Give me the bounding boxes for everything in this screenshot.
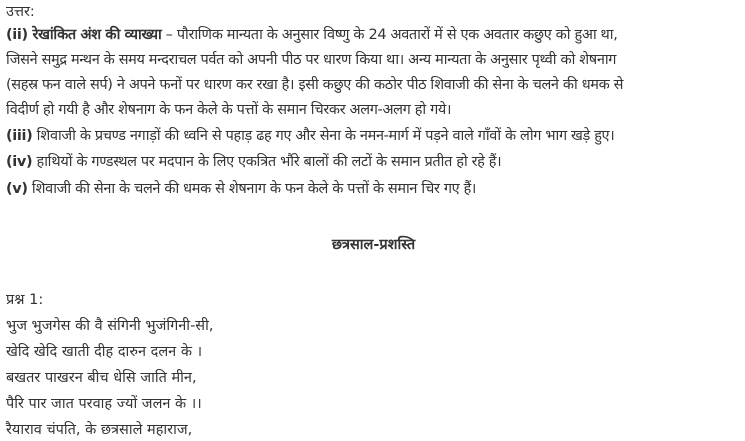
verse-line-2: खेदि खेदि खाती दीह दारुन दलन के ।: [6, 344, 203, 360]
point-iv-label: (iv): [6, 154, 33, 170]
question-label: प्रश्न 1:: [6, 292, 44, 308]
explanation-line-4: विदीर्ण हो गयी है और शेषनाग के फन केले के पत्तों के समान चिरकर अलग-अलग हो गये।: [6, 102, 452, 118]
explanation-label: (ii) रेखांकित अंश की व्याख्या: [6, 27, 162, 43]
explanation-line-2: जिसने समुद्र मन्थन के समय मन्दराचल पर्वत को अपनी पीठ पर धारण किया था। अन्य मान्यता के अनुसार पृथ्वी को शेषनाग: [6, 52, 617, 68]
point-iii-label: (iii): [6, 128, 33, 144]
verse-line-3: बखतर पाखरन बीच धेसि जाति मीन,: [6, 370, 197, 386]
explanation-line-1: [6, 26, 617, 44]
explanation-text-1: – पौराणिक मान्यता के अनुसार विष्णु के 24 अवतारों में से एक अवतार कछुए को हुआ था,: [161, 27, 618, 43]
answer-label: उत्तर:: [6, 4, 35, 20]
verse-line-5: रैयाराव चंपति, के छत्रसाले महाराज,: [6, 422, 193, 438]
verse-line-4: पैरि पार जात परवाह ज्यों जलन के ।।: [6, 396, 202, 412]
point-v-text: शिवाजी की सेना के चलने की धमक से शेषनाग के फन केले के पत्तों के समान चिर गए हैं।: [27, 181, 477, 197]
point-iii-text: शिवाजी के प्रचण्ड नगाड़ों की ध्वनि से पहाड़ ढह गए और सेना के नमन-मार्ग में पड़ने वाले गाँवों के लोग भाग खड़े हुए।: [32, 128, 615, 144]
verse-line-1: भुज भुजगेस की वै संगिनी भुजंगिनी-सी,: [6, 318, 214, 334]
point-iv-text: हाथियों के गण्डस्थल पर मदपान के लिए एकत्रित भौंरे बालों की लटों के समान प्रतीत हो रहे हैं।: [32, 154, 502, 170]
explanation-line-3: (सहस्र फन वाले सर्प) ने अपने फनों पर धारण कर रखा है। इसी कछुए की कठोर पीठ शिवाजी की सेना के चलने की धमक से: [6, 77, 624, 93]
section-heading: छत्रसाल-प्रशस्ति: [331, 237, 416, 253]
point-v: [6, 180, 476, 198]
point-v-label: (v): [6, 181, 28, 197]
point-iii: [6, 127, 614, 145]
point-iv: [6, 153, 501, 171]
